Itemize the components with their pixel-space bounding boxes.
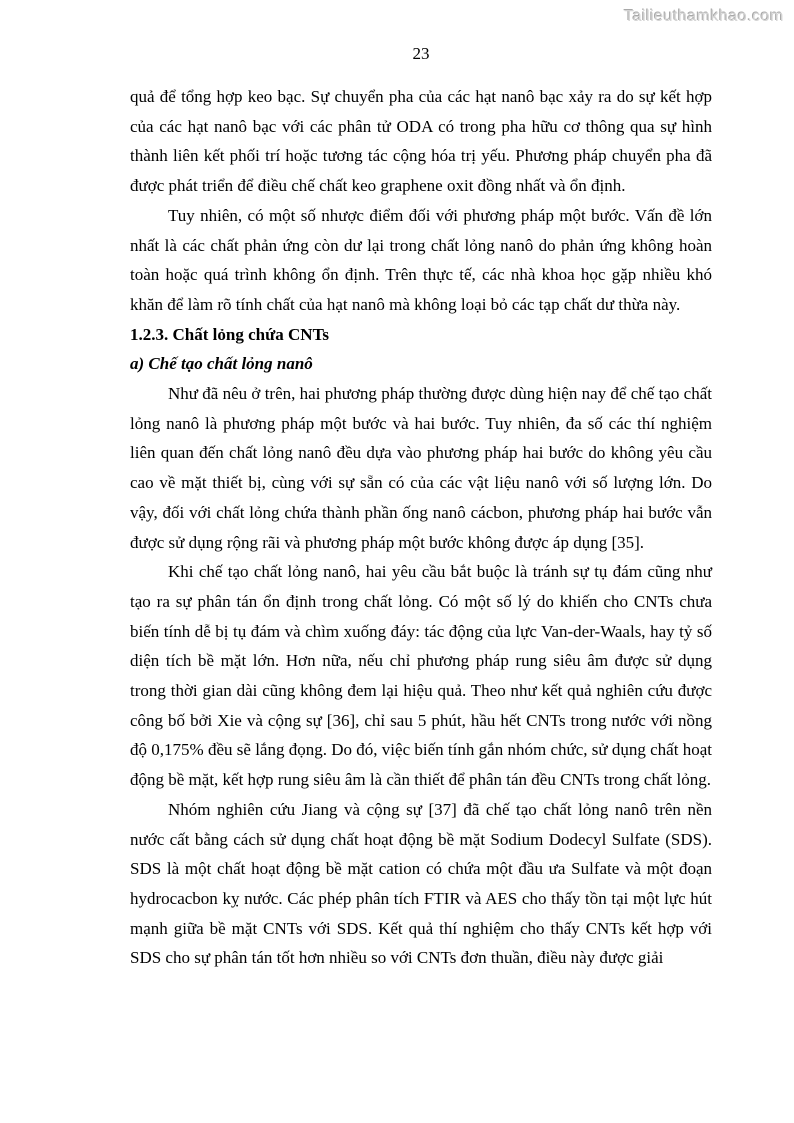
- paragraph-one-step-drawbacks: Tuy nhiên, có một số nhược điểm đối với phương pháp một bước. Vấn đề lớn nhất là các chất phản ứng còn dư lại trong chất lỏng nanô do phản ứng không hoàn toàn hoặc quá trình không ổn định. Trên thực tế, các nhà khoa học gặp nhiều khó khăn để làm rõ tính chất của hạt nanô mà không loại bỏ các tạp chất dư thừa này.: [130, 205, 712, 314]
- site-watermark: Tailieuthamkhao.com: [624, 8, 784, 25]
- paragraph-phase-transfer-continuation: quả để tổng hợp keo bạc. Sự chuyển pha của các hạt nanô bạc xảy ra do sự kết hợp của các hạt nanô bạc với các phân tử ODA có trong pha hữu cơ thông qua sự hình thành liên kết phối trí hoặc tương tác cộng hóa trị yếu. Phương pháp chuyển pha đã được phát triển để điều chế chất keo graphene oxit đồng nhất và ổn định.: [130, 87, 712, 196]
- page-number: 23: [412, 44, 430, 63]
- section-heading-1-2-3: 1.2.3. Chất lỏng chứa CNTs: [130, 324, 329, 344]
- paragraph-two-methods: Như đã nêu ở trên, hai phương pháp thường được dùng hiện nay để chế tạo chất lỏng nanô là phương pháp một bước và hai bước. Tuy nhiên, đa số các thí nghiệm liên quan đến chất lỏng nanô đều dựa vào phương pháp hai bước do không yêu cầu cao về mặt thiết bị, cùng với sự sẵn có của các vật liệu nanô với số lượng lớn. Do vậy, đối với chất lỏng chứa thành phần ống nanô cácbon, phương pháp hai bước vẫn được sử dụng rộng rãi và phương pháp một bước không được áp dụng [35].: [130, 384, 712, 552]
- document-body: [130, 82, 712, 973]
- paragraph-jiang-sds: Nhóm nghiên cứu Jiang và cộng sự [37] đã chế tạo chất lỏng nanô trên nền nước cất bằng cách sử dụng chất hoạt động bề mặt Sodium Dodecyl Sulfate (SDS). SDS là một chất hoạt động bề mặt cation có chứa một đầu ưa Sulfate và một đoạn hydrocacbon kỵ nước. Các phép phân tích FTIR và AES cho thấy tồn tại một lực hút mạnh giữa bề mặt CNTs với SDS. Kết quả thí nghiệm cho thấy CNTs kết hợp với SDS cho sự phân tán tốt hơn nhiều so với CNTs đơn thuần, điều này được giải: [130, 799, 712, 968]
- paragraph-dispersion-requirements: Khi chế tạo chất lỏng nanô, hai yêu cầu bắt buộc là tránh sự tụ đám cũng như tạo ra sự phân tán ổn định trong chất lỏng. Có một số lý do khiến cho CNTs chưa biến tính dễ bị tụ đám và chìm xuống đáy: tác động của lực Van-der-Waals, hay tỷ số diện tích bề mặt lớn. Hơn nữa, nếu chỉ phương pháp rung siêu âm được sử dụng trong thời gian dài cũng không đem lại hiệu quả. Theo như kết quả nghiên cứu được công bố bởi Xie và cộng sự [36], chỉ sau 5 phút, hầu hết CNTs trong nước với nồng độ 0,175% đều sẽ lắng đọng. Do đó, việc biến tính gắn nhóm chức, sử dụng chất hoạt động bề mặt, kết hợp rung siêu âm là cần thiết để phân tán đều CNTs trong chất lỏng.: [130, 562, 712, 790]
- subsection-heading-a: a) Chế tạo chất lỏng nanô: [130, 354, 313, 374]
